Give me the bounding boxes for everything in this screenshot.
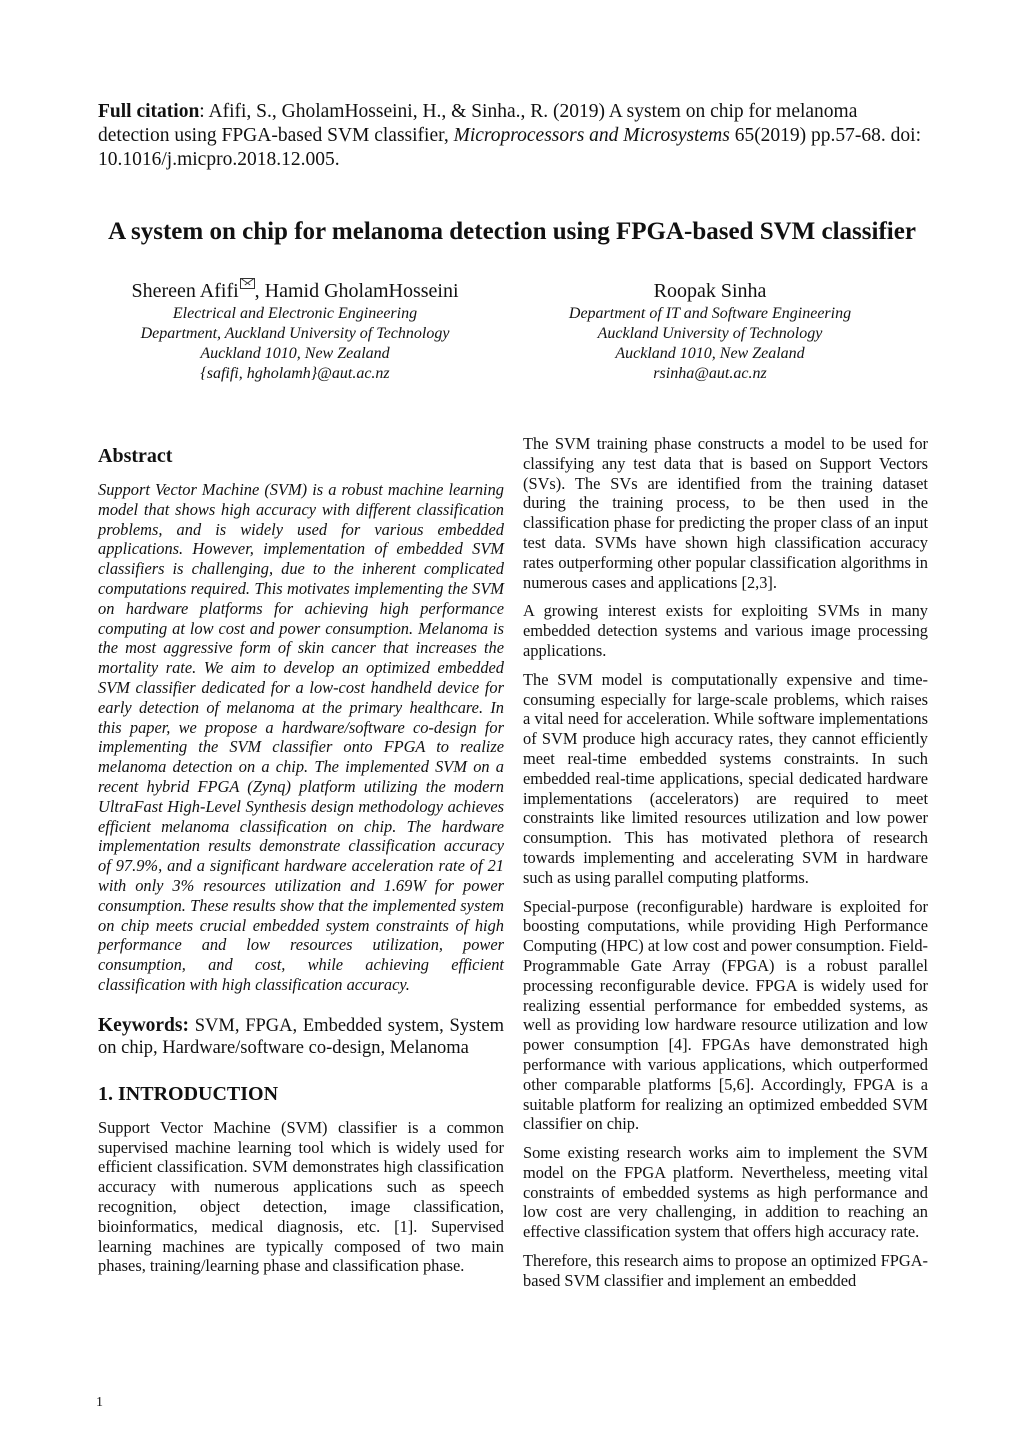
abstract-heading: Abstract bbox=[98, 445, 173, 467]
author-email: rsinha@aut.ac.nz bbox=[653, 365, 767, 382]
affiliation-line: Department, Auckland University of Technology bbox=[140, 325, 450, 342]
affiliation-line: Electrical and Electronic Engineering bbox=[172, 305, 418, 322]
keywords bbox=[98, 1015, 504, 1060]
introduction-heading: 1. INTRODUCTION bbox=[98, 1082, 279, 1105]
paragraph: The SVM model is computationally expensive and time-consuming especially for large-scale problems, which raises a vital need for acceleration. While software implementations of SVM produce high accuracy rates, they cannot efficiently meet real-time embedded systems constraints. In such embedded real-time applications, special dedicated hardware implementations (accelerators) are required to meet constraints like limited resources utilization and low power consumption. This has motivated plethora of research towards implementing and accelerating SVM in hardware such as using parallel computing platforms. bbox=[523, 669, 928, 887]
paragraph: Some existing research works aim to implement the SVM model on the FPGA platform. Nevertheless, meeting vital constraints of embedded systems as high performance and low cost are very challenging, in addition to reaching an effective classification system that offers high accuracy rate. bbox=[523, 1143, 928, 1242]
author-name-sinha: Roopak Sinha bbox=[653, 280, 767, 302]
paragraph: Therefore, this research aims to propose an optimized FPGA-based SVM classifier and implement an embedded bbox=[523, 1251, 928, 1290]
citation bbox=[98, 100, 928, 172]
page-number: 1 bbox=[96, 1395, 103, 1410]
citation-journal: Microprocessors and Microsystems bbox=[453, 125, 730, 146]
affiliation-city: Auckland 1010, New Zealand bbox=[615, 345, 805, 362]
keywords-text: SVM, FPGA, Embedded system, System on chip, Hardware/software co-design, Melanoma bbox=[98, 1015, 504, 1059]
citation-separator: : bbox=[199, 101, 209, 122]
right-column bbox=[523, 434, 928, 1300]
paragraph: Support Vector Machine (SVM) classifier is a common supervised machine learning tool which is widely used for efficient classification. SVM demonstrates high classification accuracy with numerous applications such as speech recognition, object detection, image classification, bioinformatics, medical diagnosis, etc. [1]. Supervised learning machines are typically composed of two main phases, training/learning phase and classification phase. bbox=[98, 1117, 504, 1276]
affiliation-city: Auckland 1010, New Zealand bbox=[200, 345, 390, 362]
author-names-left bbox=[100, 278, 490, 304]
left-column bbox=[98, 434, 504, 1285]
keywords-label: Keywords: bbox=[98, 1014, 189, 1036]
abstract-text: Support Vector Machine (SVM) is a robust machine learning model that shows high accuracy with different classification problems, and is widely used for various embedded applications. However, implementation of embedded SVM classifiers is challenging, due to the inherent complicated computations required. This motivates implementing the SVM on hardware platforms for achieving high performance computing at low cost and power consumption. Melanoma is the most aggressive form of skin cancer that increases the mortality rate. We aim to develop an optimized embedded SVM classifier dedicated for a low-cost handheld device for early detection of melanoma at the primary healthcare. In this paper, we propose a hardware/software co-design for implementing the SVM classifier onto FPGA to realize melanoma detection on a chip. The implemented SVM on a recent hybrid FPGA (Zynq) platform utilizing the modern UltraFast High-Level Synthesis design methodology achieves efficient melanoma classification on chip. The hardware implementation results demonstrate classification accuracy of 97.9%, and a significant hardware acceleration rate of 21 with only 3% resources utilization and 1.69W for power consumption. These results show that the implemented system on chip meets crucial embedded system constraints of high performance and low resources utilization, power consumption, and cost, while achieving efficient classification with high classification accuracy. bbox=[98, 480, 504, 994]
author-name-afifi: Shereen Afifi bbox=[131, 280, 239, 302]
author-block-right bbox=[520, 278, 900, 384]
author-block-left bbox=[100, 278, 490, 384]
paragraph: The SVM training phase constructs a model to be used for classifying any test data that is based on Support Vectors (SVs). The SVs are identified from the training dataset during the training process, to be then used in the classification phase for predicting the proper class of an input test data. SVMs have shown high classification accuracy rates outperforming other popular classification algorithms in numerous cases and applications [2,3]. bbox=[523, 434, 928, 592]
citation-text-after: 65(2019) pp.57-68. doi: 10.1016/j.micpro.2018.12.005. bbox=[98, 125, 922, 170]
envelope-icon bbox=[240, 278, 255, 289]
author-name-gholamhosseini: , Hamid GholamHosseini bbox=[254, 280, 459, 302]
paragraph: A growing interest exists for exploiting SVMs in many embedded detection systems and various image processing applications. bbox=[523, 601, 928, 660]
affiliation-line: Department of IT and Software Engineering bbox=[568, 305, 852, 322]
paragraph: Special-purpose (reconfigurable) hardware is exploited for boosting computations, while providing High Performance Computing (HPC) at low cost and power consumption. Field-Programmable Gate Array (FPGA) is a robust parallel processing reconfigurable device. FPGA is widely used for realizing essential performance for embedded systems, as well as providing low hardware resource utilization and low power consumption [4]. FPGAs have demonstrated high performance with various applications, which outperformed other comparable platforms [5,6]. Accordingly, FPGA is a suitable platform for realizing an optimized embedded SVM classifier on chip. bbox=[523, 896, 928, 1134]
paper-title: A system on chip for melanoma detection using FPGA-based SVM classifier bbox=[108, 218, 916, 245]
citation-label: Full citation bbox=[98, 101, 200, 122]
citation-text: Afifi, S., GholamHosseini, H., & Sinha., R. (2019) A system on chip for melanoma detection using FPGA-based SVM classifier, bbox=[98, 101, 858, 146]
author-email: {safifi, hgholamh}@aut.ac.nz bbox=[200, 365, 390, 382]
affiliation-line: Auckland University of Technology bbox=[597, 325, 823, 342]
